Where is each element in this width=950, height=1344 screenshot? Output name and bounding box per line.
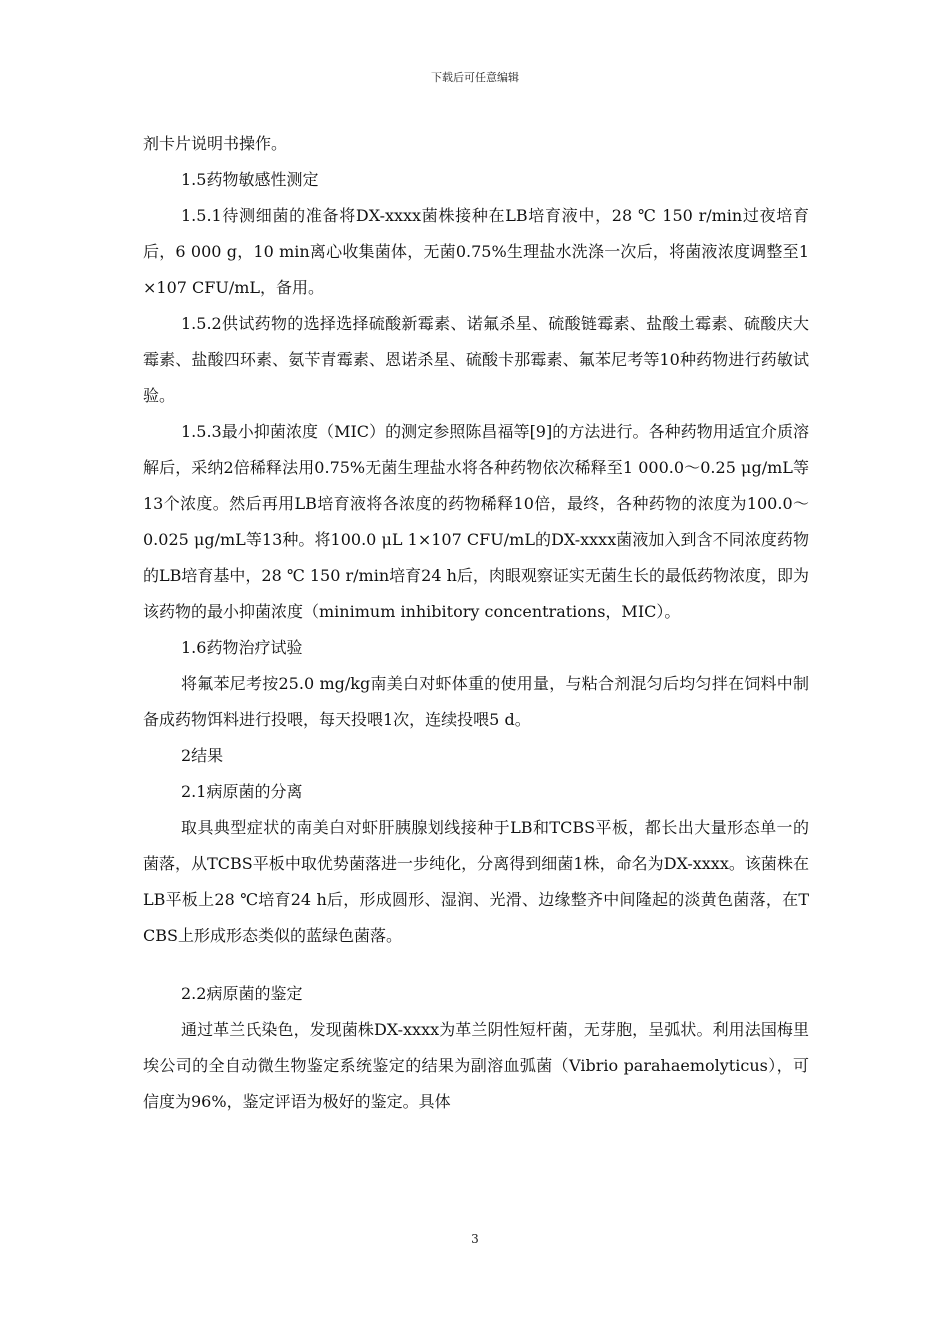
paragraph-1-6: 将氟苯尼考按25.0 mg/kg南美白对虾体重的使用量，与粘合剂混匀后均匀拌在饲料中制备成药物饵料进行投喂，每天投喂1次，连续投喂5 d。 — [143, 674, 809, 729]
page-header: 下载后可任意编辑 — [431, 71, 519, 84]
section-heading-1-5: 1.5药物敏感性测定 — [181, 170, 319, 189]
paragraph-2-1: 取具典型症状的南美白对虾肝胰腺划线接种于LB和TCBS平板，都长出大量形态单一的菌落，从TCBS平板中取优势菌落进一步纯化，分离得到细菌1株，命名为DX-xxxx。该菌株在LB平板上28 ℃培育24 h后，形成圆形、湿润、光滑、边缘整齐中间隆起的淡黄色菌落，在TCBS上形成形态类似的蓝绿色菌落。 — [143, 818, 809, 945]
section-heading-2: 2结果 — [181, 746, 224, 765]
paragraph-1-5-1: 1.5.1待测细菌的准备将DX-xxxx菌株接种在LB培育液中，28 ℃ 150 r/min过夜培育后，6 000 g，10 min离心收集菌体，无菌0.75%生理盐水洗涤一次后，将菌液浓度调整至1×107 CFU/mL，备用。 — [143, 206, 809, 297]
page-number: 3 — [471, 1232, 479, 1246]
paragraph-1-5-3: 1.5.3最小抑菌浓度（MIC）的测定参照陈昌福等[9]的方法进行。各种药物用适宜介质溶解后，采纳2倍稀释法用0.75%无菌生理盐水将各种药物依次稀释至1 000.0～0.25 μg/mL等13个浓度。然后再用LB培育液将各浓度的药物稀释10倍，最终，各种药物的浓度为100.0～0.025 μg/mL等13种。将100.0 μL 1×107 CFU/mL的DX-xxxx菌液加入到含不同浓度药物的LB培育基中，28 ℃ 150 r/min培育24 h后，肉眼观察证实无菌生长的最低药物浓度，即为该药物的最小抑菌浓度（minimum inhibitory concentrations，MIC）。 — [143, 422, 809, 621]
section-heading-2-1: 2.1病原菌的分离 — [181, 782, 303, 801]
paragraph-2-2: 通过革兰氏染色，发现菌株DX-xxxx为革兰阴性短杆菌，无芽胞，呈弧状。利用法国梅里埃公司的全自动微生物鉴定系统鉴定的结果为副溶血弧菌（Vibrio parahaemolyticus），可信度为96%，鉴定评语为极好的鉴定。具体 — [143, 1020, 809, 1111]
section-heading-2-2: 2.2病原菌的鉴定 — [181, 984, 303, 1003]
document-body — [143, 126, 809, 1120]
section-heading-1-6: 1.6药物治疗试验 — [181, 638, 303, 657]
paragraph-1-5-2: 1.5.2供试药物的选择选择硫酸新霉素、诺氟杀星、硫酸链霉素、盐酸土霉素、硫酸庆大霉素、盐酸四环素、氨苄青霉素、恩诺杀星、硫酸卡那霉素、氟苯尼考等10种药物进行药敏试验。 — [143, 314, 809, 405]
paragraph-continuation: 剂卡片说明书操作。 — [143, 134, 288, 153]
